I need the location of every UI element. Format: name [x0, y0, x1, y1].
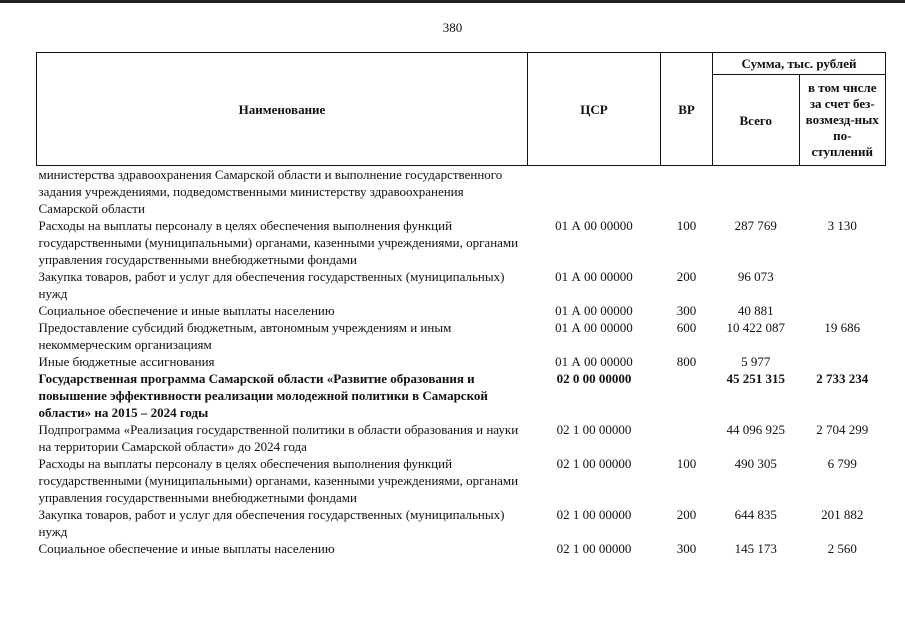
table-row	[37, 353, 886, 370]
row-vr	[661, 370, 713, 421]
row-vr: 300	[676, 303, 697, 318]
row-vr: 800	[676, 354, 697, 369]
header-gratis: в том числе за счет без-возмезд-ных по-ступлений	[799, 75, 886, 166]
row-name: Социальное обеспечение и иные выплаты населению	[38, 303, 335, 318]
row-name: Социальное обеспечение и иные выплаты населению	[38, 541, 335, 556]
row-gratis: 19 686	[824, 320, 861, 335]
row-gratis: 2 704 299	[816, 422, 869, 437]
row-gratis	[799, 353, 886, 370]
table-row	[37, 455, 886, 506]
row-total: 40 881	[737, 303, 774, 318]
header-sum-group: Сумма, тыс. рублей	[713, 53, 886, 75]
row-csr: 02 1 00 00000	[556, 541, 632, 556]
table-row	[37, 370, 886, 421]
row-csr	[528, 166, 661, 218]
table-row	[37, 540, 886, 557]
row-total: 10 422 087	[726, 320, 785, 335]
row-csr: 02 1 00 00000	[556, 422, 632, 437]
row-vr: 600	[676, 320, 697, 335]
row-name: Иные бюджетные ассигнования	[38, 354, 215, 369]
row-csr: 01 А 00 00000	[555, 269, 633, 284]
page-top-rule	[0, 0, 905, 3]
row-total: 96 073	[737, 269, 774, 284]
header-total: Всего	[713, 75, 800, 166]
table-row	[37, 302, 886, 319]
row-csr: 02 0 00 00000	[556, 371, 632, 386]
row-csr: 01 А 00 00000	[555, 218, 633, 233]
row-vr	[661, 166, 713, 218]
row-csr: 01 А 00 00000	[555, 354, 633, 369]
row-vr: 200	[676, 269, 697, 284]
header-csr: ЦСР	[528, 53, 661, 166]
row-csr: 01 А 00 00000	[555, 320, 633, 335]
row-name: Расходы на выплаты персоналу в целях обеспечения выполнения функций государственными (муниципальными) органами, казенными учреждениями, органами управления государственными внебюджетными фондами	[38, 218, 519, 267]
row-name: Закупка товаров, работ и услуг для обеспечения государственных (муниципальных) нужд	[38, 269, 505, 301]
table-row	[37, 506, 886, 540]
row-csr: 02 1 00 00000	[556, 507, 632, 522]
row-total: 5 977	[741, 354, 771, 369]
table-body	[37, 166, 886, 558]
row-vr: 200	[676, 507, 697, 522]
header-vr: ВР	[661, 53, 713, 166]
row-name: Расходы на выплаты персоналу в целях обеспечения выполнения функций государственными (муниципальными) органами, казенными учреждениями, органами управления государственными внебюджетными фондами	[38, 456, 519, 505]
row-name: министерства здравоохранения Самарской области и выполнение государственного задания учреждениями, подведомственными министерству здравоохранения Самарской области	[38, 167, 503, 216]
table-row	[37, 268, 886, 302]
header-name: Наименование	[37, 53, 528, 166]
row-csr: 02 1 00 00000	[556, 456, 632, 471]
page-number: 380	[442, 20, 463, 35]
row-name: Государственная программа Самарской области «Развитие образования и повышение эффективности реализации молодежной политики в Самарской области» на 2015 – 2024 годы	[38, 371, 488, 420]
row-vr: 100	[676, 456, 697, 471]
row-total: 44 096 925	[726, 422, 785, 437]
row-name: Подпрограмма «Реализация государственной политики в области образования и науки на территории Самарской области» до 2024 года	[38, 422, 519, 454]
row-total: 287 769	[734, 218, 777, 233]
table-row	[37, 319, 886, 353]
row-name: Закупка товаров, работ и услуг для обеспечения государственных (муниципальных) нужд	[38, 507, 505, 539]
row-name: Предоставление субсидий бюджетным, автономным учреждениям и иным некоммерческим организациям	[38, 320, 452, 352]
row-gratis: 3 130	[827, 218, 857, 233]
table-row	[37, 217, 886, 268]
row-vr: 100	[676, 218, 697, 233]
table-row	[37, 421, 886, 455]
row-total	[713, 166, 800, 218]
row-total: 145 173	[734, 541, 777, 556]
budget-table	[36, 52, 886, 557]
row-total: 45 251 315	[726, 371, 785, 386]
row-gratis: 201 882	[821, 507, 864, 522]
row-csr: 01 А 00 00000	[555, 303, 633, 318]
row-gratis	[799, 166, 886, 218]
row-vr	[661, 421, 713, 455]
row-gratis: 6 799	[827, 456, 857, 471]
row-gratis: 2 560	[827, 541, 857, 556]
row-vr: 300	[676, 541, 697, 556]
row-gratis	[799, 302, 886, 319]
table-row	[37, 166, 886, 218]
row-gratis	[799, 268, 886, 302]
row-total: 644 835	[734, 507, 777, 522]
row-gratis: 2 733 234	[816, 371, 869, 386]
row-total: 490 305	[734, 456, 777, 471]
